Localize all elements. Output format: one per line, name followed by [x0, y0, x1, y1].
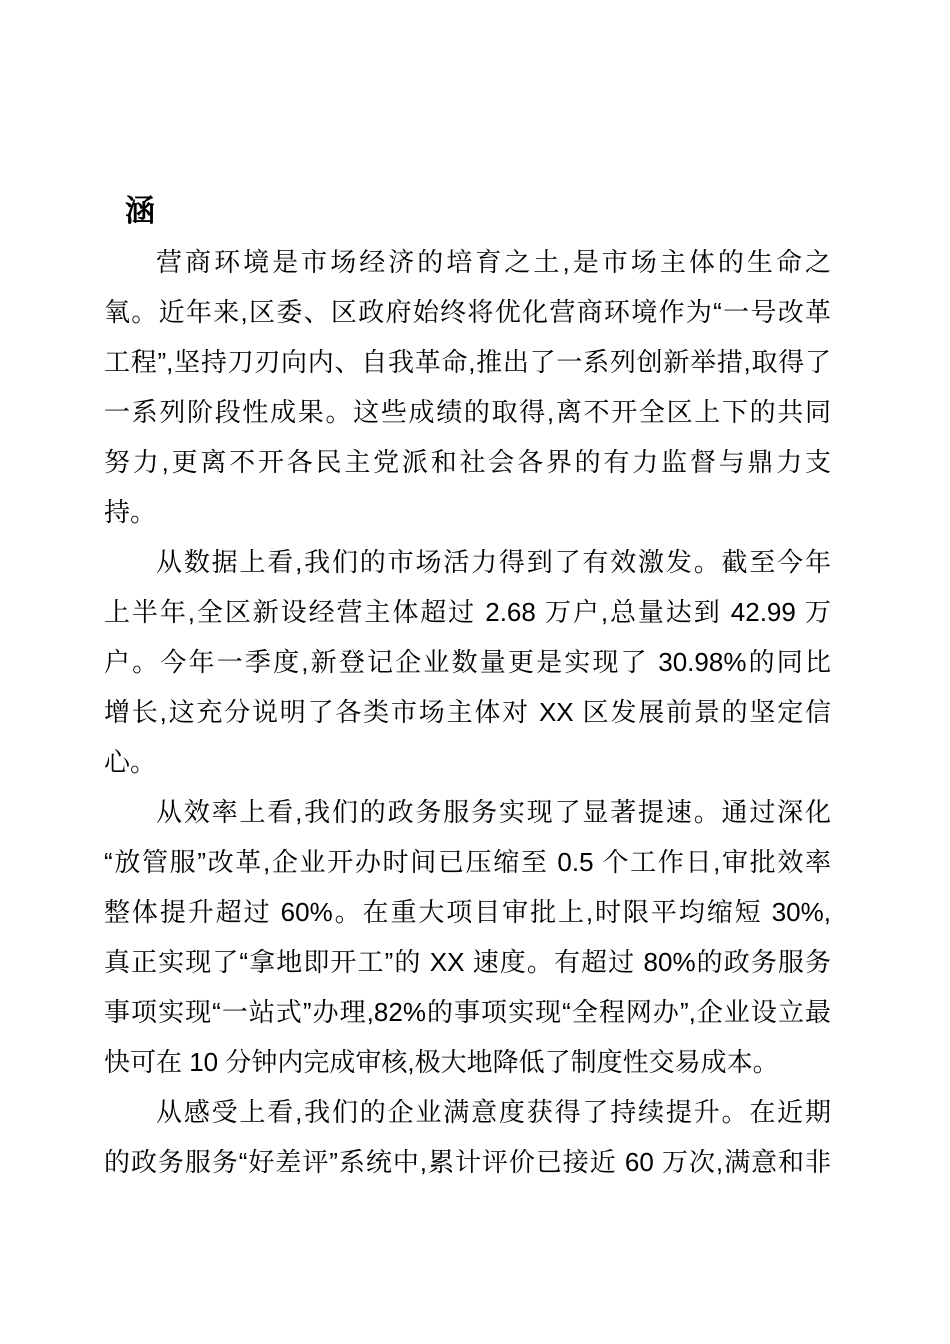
- text-line: 心。: [104, 747, 157, 777]
- text-line: 户。今年一季度,新登记企业数量更是实现了 30.98%的同比: [104, 647, 831, 677]
- text-line: 从数据上看,我们的市场活力得到了有效激发。截至今年: [156, 547, 831, 577]
- text-line: 上半年,全区新设经营主体超过 2.68 万户,总量达到 42.99 万: [104, 597, 831, 627]
- text-line: 一系列阶段性成果。这些成绩的取得,离不开全区上下的共同: [104, 397, 831, 427]
- text-line: 营商环境是市场经济的培育之土,是市场主体的生命之: [156, 247, 831, 277]
- text-line: 氧。近年来,区委、区政府始终将优化营商环境作为“一号改革: [104, 297, 831, 327]
- text-line: 从感受上看,我们的企业满意度获得了持续提升。在近期: [156, 1097, 831, 1127]
- text-line: 从效率上看,我们的政务服务实现了显著提速。通过深化: [156, 797, 831, 827]
- text-line: 的政务服务“好差评”系统中,累计评价已接近 60 万次,满意和非: [104, 1147, 831, 1177]
- text-line: “放管服”改革,企业开办时间已压缩至 0.5 个工作日,审批效率: [104, 847, 831, 877]
- text-line: 持。: [104, 497, 157, 527]
- text-line: 整体提升超过 60%。在重大项目审批上,时限平均缩短 30%,: [104, 897, 831, 927]
- text-line: 工程”,坚持刀刃向内、自我革命,推出了一系列创新举措,取得了: [104, 347, 831, 377]
- text-line: 努力,更离不开各民主党派和社会各界的有力监督与鼎力支: [104, 447, 831, 477]
- text-line: 真正实现了“拿地即开工”的 XX 速度。有超过 80%的政务服务: [104, 947, 831, 977]
- document-heading: 涵: [125, 195, 155, 228]
- text-line: 增长,这充分说明了各类市场主体对 XX 区发展前景的坚定信: [104, 697, 831, 727]
- document-body: [104, 237, 831, 1187]
- text-line: 事项实现“一站式”办理,82%的事项实现“全程网办”,企业设立最: [104, 997, 831, 1027]
- text-line: 快可在 10 分钟内完成审核,极大地降低了制度性交易成本。: [104, 1047, 779, 1077]
